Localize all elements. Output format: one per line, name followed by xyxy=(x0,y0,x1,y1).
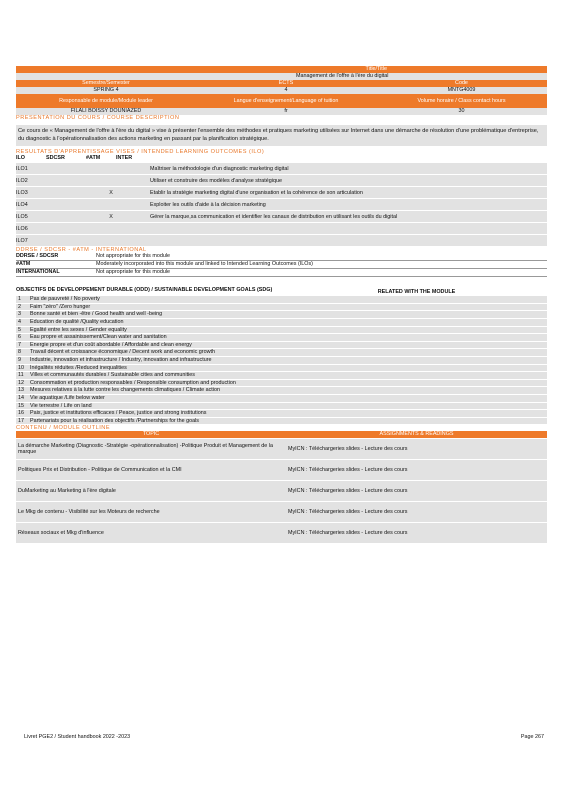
content-heading: CONTENU / MODULE OUTLINE xyxy=(16,425,111,432)
topic-list xyxy=(16,438,547,543)
sdg-number: 1 xyxy=(18,296,21,303)
title-label-row xyxy=(16,66,547,73)
ilo-row xyxy=(16,222,547,234)
sdg-number: 15 xyxy=(18,402,24,409)
sdg-row xyxy=(16,417,547,425)
sdg-text: Industrie, innovation et infrastructure / Industry, innovation and infrastructure xyxy=(30,356,212,363)
dd-label: INTERNATIONAL xyxy=(16,269,60,276)
ects-label: ECTS xyxy=(278,80,294,86)
code-label: Code xyxy=(455,80,468,86)
sdg-row xyxy=(16,356,547,364)
ilo-row xyxy=(16,186,547,198)
sdg-text: Vie aquatique /Life below water xyxy=(30,394,105,401)
topic-row xyxy=(16,522,547,543)
ilo-row xyxy=(16,162,547,174)
sdg-number: 8 xyxy=(18,349,21,356)
footer-page: Page 267 xyxy=(520,734,544,740)
dd-row xyxy=(16,253,547,261)
ilo-text: Gérer la marque,sa communication et identifier les canaux de distribution en utilisant les outils du digital xyxy=(150,213,398,220)
sdg-header xyxy=(16,287,547,295)
sdg-row xyxy=(16,402,547,410)
sdg-related-cell xyxy=(290,387,547,394)
sdg-related-cell xyxy=(290,357,547,364)
sdg-related-cell xyxy=(290,410,547,417)
sdg-related-cell xyxy=(290,403,547,410)
assignment-text: MyICN : Téléchargeries slides - Lecture des cours xyxy=(288,509,408,516)
sdg-row xyxy=(16,371,547,379)
ilo-id: ILO2 xyxy=(16,177,28,184)
ilo-row xyxy=(16,198,547,210)
topic-text: Le Mkg de contenu - Visibilité sur les Moteurs de recherche xyxy=(18,508,160,515)
sdg-text: Inégalités réduites /Reduced inequalities xyxy=(30,364,127,371)
sdg-number: 17 xyxy=(18,417,24,424)
sdg-number: 4 xyxy=(18,318,21,325)
sdg-number: 12 xyxy=(18,379,24,386)
hours-label: Volume horaire / Class contact hours xyxy=(417,97,506,104)
content-columns-row xyxy=(16,431,547,438)
sdg-number: 11 xyxy=(18,372,24,379)
sdg-number: 3 xyxy=(18,311,21,318)
sdg-related-cell xyxy=(290,365,547,372)
sdg-text: Faim "zéro" /Zero hunger xyxy=(30,303,91,310)
sdg-text: Education de qualité /Quality education xyxy=(30,318,124,325)
sdg-number: 13 xyxy=(18,387,24,394)
sdg-related-label: RELATED WITH THE MODULE xyxy=(377,289,456,296)
sdg-related-cell xyxy=(290,395,547,402)
module-sheet xyxy=(16,66,547,543)
semester-value: SPRING 4 xyxy=(93,87,119,93)
sdg-row xyxy=(16,409,547,417)
sdg-row xyxy=(16,394,547,402)
sdg-row xyxy=(16,318,547,326)
hours-value: 30 xyxy=(458,108,465,114)
sdg-text: Villes et communautés durables / Sustainable cities and communities xyxy=(30,372,195,379)
topic-text: La démarche Marketing (Diagnostic -Stratégie -opérationnalisation) -Politique Produit et Management de la marque xyxy=(18,442,273,456)
sdg-row xyxy=(16,303,547,311)
ilo-row xyxy=(16,234,547,246)
sdg-related-cell xyxy=(290,319,547,326)
assignment-text: MyICN : Téléchargeries slides - Lecture des cours xyxy=(288,446,408,453)
sdg-related-cell xyxy=(290,327,547,334)
ilo-heading: RESULTATS D'APPRENTISSAGE VISES / INTENDED LEARNING OUTCOMES (ILO) xyxy=(16,149,265,156)
topic-text: DuMarketing au Marketing à l'ère digitale xyxy=(18,487,116,494)
topic-row xyxy=(16,480,547,501)
sdg-number: 10 xyxy=(18,364,24,371)
ilo-sdcsr-mark: X xyxy=(109,189,113,196)
sdg-row xyxy=(16,295,547,303)
sdg-row xyxy=(16,310,547,318)
sdg-row xyxy=(16,341,547,349)
responsible-labels-row xyxy=(16,94,547,108)
sdg-related-cell xyxy=(290,418,547,425)
sdg-number: 7 xyxy=(18,341,21,348)
sdg-text: Consommation et production responsables / Responsible consumption and production xyxy=(30,379,236,386)
dd-heading: DDRSE / SDCSR - #ATM - INTERNATIONAL xyxy=(16,247,147,254)
semester-values-row xyxy=(16,87,547,94)
dd-label: #ATM xyxy=(16,261,31,268)
ilo-col-atm: #ATM xyxy=(86,155,101,162)
assignment-text: MyICN : Téléchargeries slides - Lecture des cours xyxy=(288,488,408,495)
dd-value: Moderately incorporated into this module and linked to Intended Learning Outcomes (ILOs) xyxy=(96,261,313,268)
ilo-row xyxy=(16,210,547,222)
ilo-table xyxy=(16,162,547,246)
ilo-text: Exploiter les outils d'aide à la décision marketing xyxy=(150,201,266,208)
responsible-value: FILALI BOISSY DOUNIAZED xyxy=(70,108,142,114)
sdg-related-cell xyxy=(290,334,547,341)
sdg-number: 14 xyxy=(18,394,24,401)
language-label: Langue d'enseignement/Language of tuition xyxy=(233,98,339,104)
sdg-related-cell xyxy=(290,311,547,318)
title-value: Management de l'offre à l'ère du digital xyxy=(296,73,389,79)
ilo-col-ilo: ILO xyxy=(16,155,25,162)
sdg-list xyxy=(16,295,547,424)
responsible-label: Responsable de module/Module leader xyxy=(59,97,153,104)
ilo-id: ILO5 xyxy=(16,213,28,220)
ilo-id: ILO1 xyxy=(16,165,28,172)
topic-row xyxy=(16,459,547,480)
sdg-text: Pas de pauvreté / No poverty xyxy=(30,296,100,303)
topic-text: Réseaux sociaux et Mkg d'influence xyxy=(18,529,104,536)
ilo-col-inter: INTER xyxy=(116,155,133,162)
topic-text: Politiques Prix et Distribution - Politique de Communication et la CMI xyxy=(18,466,182,473)
dd-value: Not appropriate for this module xyxy=(96,269,171,276)
dd-label: DDRSE / SDCSR xyxy=(16,253,59,260)
semester-labels-row xyxy=(16,80,547,87)
sdg-row xyxy=(16,379,547,387)
sdg-row xyxy=(16,364,547,372)
sdg-row xyxy=(16,386,547,394)
ilo-col-sdcsr: SDCSR xyxy=(46,155,65,162)
topic-label: TOPIC xyxy=(142,431,160,438)
ilo-text: Utiliser et construire des modèles d'analyse stratégique xyxy=(150,177,282,184)
presentation-text: Ce cours de « Management de l'offre à l'ère du digital » vise à présenter l'ensemble des méthodes et pratiques marketing utilisées sur Internet dans une démarche de résolution d'une problématique d'entreprise, du diagnostic à l'opérationnalisation des actions marketing en passant par la planification stratégique. xyxy=(16,125,547,146)
sdg-number: 5 xyxy=(18,326,21,333)
sdg-related-cell xyxy=(290,304,547,311)
semester-label: Semestre/Semester xyxy=(82,80,130,86)
title-value-row xyxy=(16,73,547,80)
ilo-sdcsr-mark: X xyxy=(109,213,113,220)
dd-table xyxy=(16,253,547,277)
sdg-related-cell xyxy=(290,342,547,349)
ects-value: 4 xyxy=(284,87,288,93)
sdg-row xyxy=(16,326,547,334)
dd-row xyxy=(16,269,547,277)
ilo-text: Etablir la stratégie marketing digital d'une organisation et la cohérence de son articulation xyxy=(150,189,363,196)
sdg-text: Egalité entre les sexes / Gender equality xyxy=(30,326,127,333)
topic-row xyxy=(16,438,547,459)
sdg-related-cell xyxy=(290,296,547,303)
sdg-number: 2 xyxy=(18,303,21,310)
assignment-text: MyICN : Téléchargeries slides - Lecture des cours xyxy=(288,467,408,474)
page-footer xyxy=(24,734,544,740)
sdg-row xyxy=(16,333,547,341)
sdg-text: Travail décent et croissance économique / Decent work and economic growth xyxy=(30,349,215,356)
dd-value: Not appropriate for this module xyxy=(96,253,171,260)
assign-label: ASSIGNMENTS & READINGS xyxy=(379,431,454,438)
sdg-heading: OBJECTIFS DE DEVELOPPEMENT DURABLE (ODD) / SUSTAINABLE DEVELOPMENT GOALS (SDG) xyxy=(16,287,273,294)
sdg-text: Vie terrestre / Life on land xyxy=(30,402,92,409)
footer-left: Livret PGE2 / Student handbook 2022 -2023 xyxy=(24,734,131,740)
sdg-related-cell xyxy=(290,372,547,379)
ilo-id: ILO3 xyxy=(16,189,28,196)
ilo-row xyxy=(16,174,547,186)
ilo-id: ILO6 xyxy=(16,225,28,232)
presentation-heading: PRESENTATION DU COURS / COURSE DESCRIPTION xyxy=(16,115,180,121)
ilo-id: ILO4 xyxy=(16,201,28,208)
sdg-text: Energie propre et d'un coût abordable / Affordable and clean energy xyxy=(30,341,192,348)
sdg-related-cell xyxy=(290,380,547,387)
responsible-values-row xyxy=(16,108,547,115)
topic-row xyxy=(16,501,547,522)
ilo-id: ILO7 xyxy=(16,237,28,244)
sdg-text: Partenariats pour la réalisation des objectifs /Partnerships for the goals xyxy=(30,417,199,424)
sdg-text: Paix, justice et institutions efficaces / Peace, justice and strong institutions xyxy=(30,410,207,417)
sdg-related-cell xyxy=(290,349,547,356)
ilo-columns-row xyxy=(16,155,547,162)
title-label: Title/Title xyxy=(365,66,387,72)
sdg-text: Eau propre et assainissement/Clean water and sanitation xyxy=(30,334,167,341)
sdg-number: 9 xyxy=(18,356,21,363)
dd-row xyxy=(16,261,547,269)
sdg-text: Bonne santé et bien -être / Good health and well -being xyxy=(30,311,163,318)
code-value: MNTG4009 xyxy=(447,87,476,93)
sdg-number: 16 xyxy=(18,410,24,417)
ilo-text: Maîtriser la méthodologie d'un diagnostic marketing digital xyxy=(150,165,289,172)
language-value: fr xyxy=(284,108,288,114)
sdg-text: Mesures relatives à la lutte contre les changements climatiques / Climate action xyxy=(30,387,220,394)
sdg-row xyxy=(16,348,547,356)
sdg-number: 6 xyxy=(18,334,21,341)
assignment-text: MyICN : Téléchargeries slides - Lecture des cours xyxy=(288,530,408,537)
